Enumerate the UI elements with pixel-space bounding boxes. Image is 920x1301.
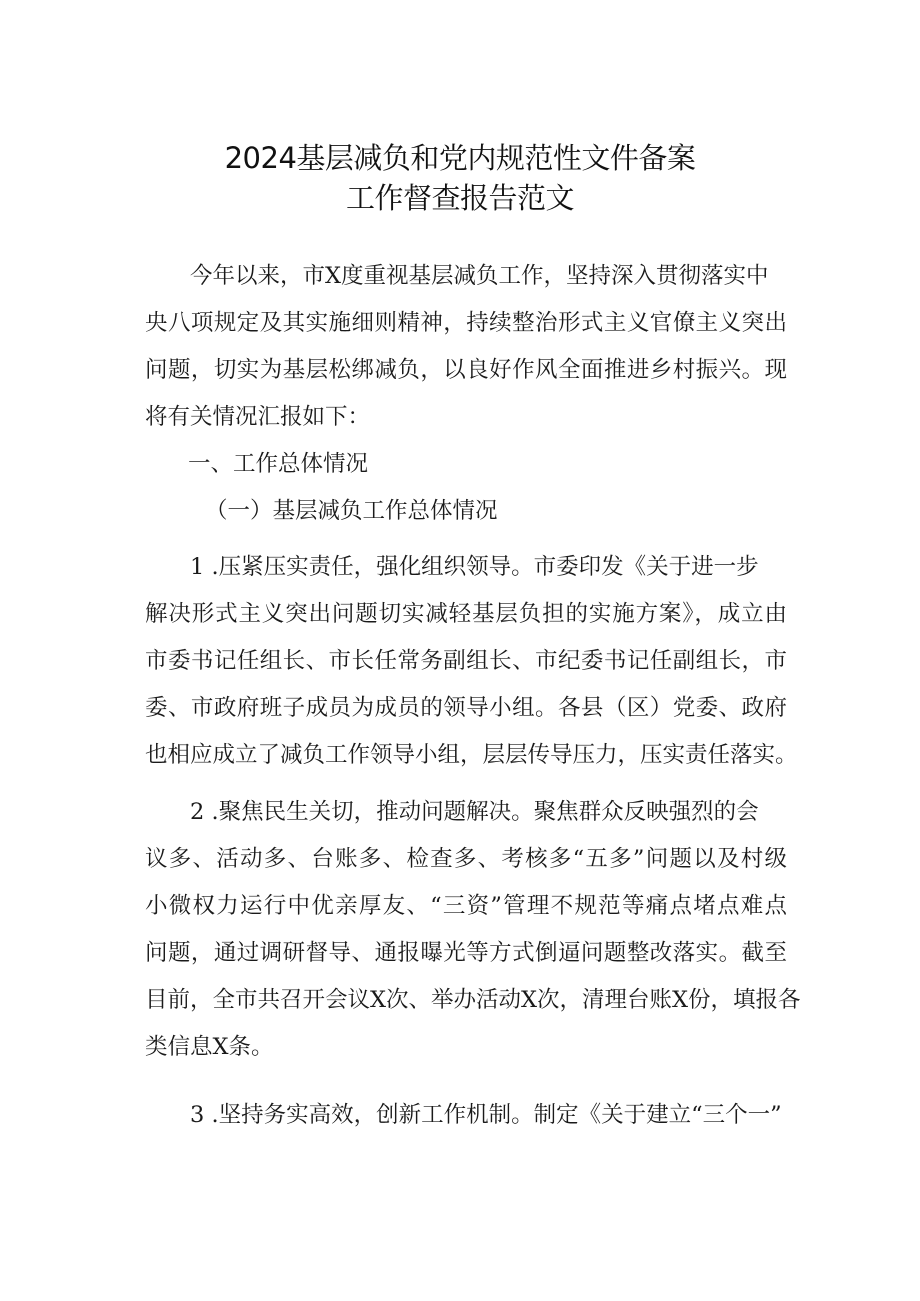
paragraph-line: 小微权力运行中优亲厚友、“三资”管理不规范等痛点堵点难点 — [145, 893, 787, 919]
paragraph-line: 央八项规定及其实施细则精神，持续整治形式主义官僚主义突出 — [145, 310, 787, 336]
paragraph-line: 目前，全市共召开会议X次、举办活动X次，清理台账X份，填报各 — [145, 987, 801, 1013]
paragraph-line: 2 .聚焦民生关切，推动问题解决。聚焦群众反映强烈的会 — [190, 799, 759, 825]
paragraph-line: 1 .压紧压实责任，强化组织领导。市委印发《关于进一步 — [190, 554, 759, 580]
paragraph-line: 类信息X条。 — [145, 1034, 274, 1060]
paragraph-line: 问题，通过调研督导、通报曝光等方式倒逼问题整改落实。截至 — [145, 940, 787, 966]
paragraph-line: 委、市政府班子成员为成员的领导小组。各县（区）党委、政府 — [145, 695, 787, 721]
paragraph-line: 问题，切实为基层松绑减负，以良好作风全面推进乡村振兴。现 — [145, 357, 787, 383]
paragraph-line: 今年以来，市X度重视基层减负工作，坚持深入贯彻落实中 — [190, 263, 769, 289]
paragraph-line: 市委书记任组长、市长任常务副组长、市纪委书记任副组长，市 — [145, 648, 787, 674]
paragraph-line: 解决形式主义突出问题切实减轻基层负担的实施方案》，成立由 — [145, 601, 787, 627]
paragraph-line: 议多、活动多、台账多、检查多、考核多“五多”问题以及村级 — [145, 846, 787, 872]
paragraph-line: 也相应成立了减负工作领导小组，层层传导压力，压实责任落实。 — [145, 742, 798, 768]
document-title-line-2: 工作督查报告范文 — [345, 181, 574, 215]
subsection-heading: （一）基层减负工作总体情况 — [205, 498, 498, 524]
document-title-line-1: 2024基层减负和党内规范性文件备案 — [224, 141, 696, 175]
paragraph-line: 将有关情况汇报如下： — [145, 404, 371, 430]
paragraph-line: 3 .坚持务实高效，创新工作机制。制定《关于建立“三个一” — [190, 1102, 782, 1128]
section-heading: 一、工作总体情况 — [188, 451, 369, 477]
